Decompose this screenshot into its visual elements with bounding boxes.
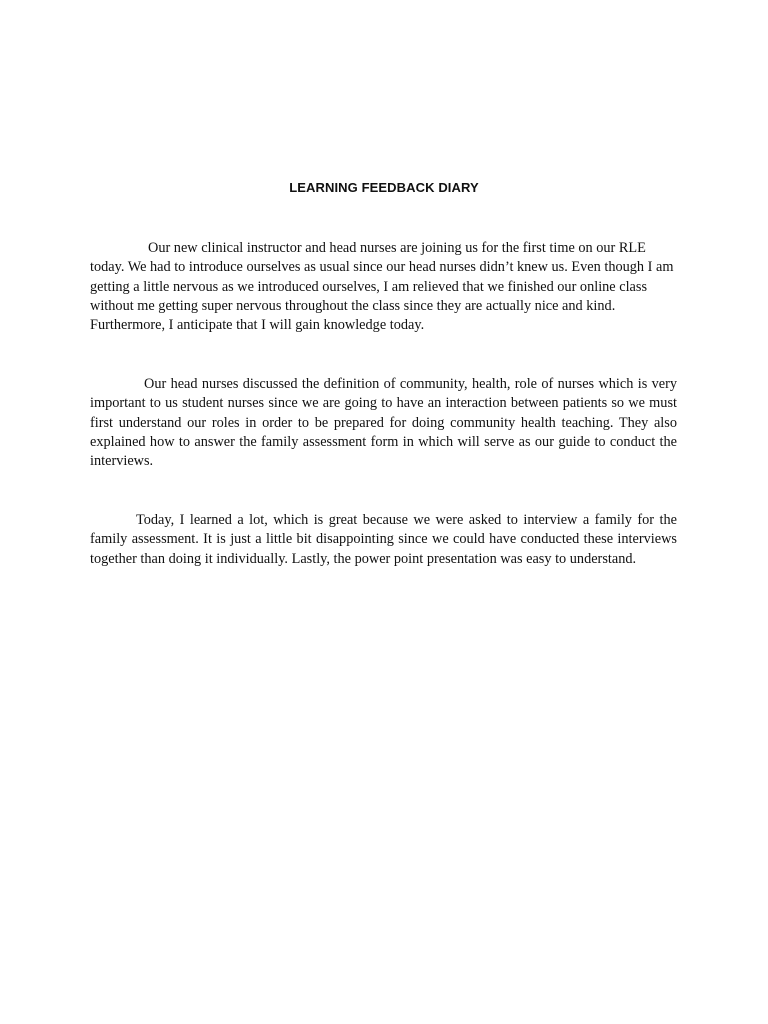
- paragraph-1: Our new clinical instructor and head nurses are joining us for the first time on our RLE today. We had to introduce ourselves as usual since our head nurses didn’t knew us. Even though I am getting a little nervous as we introduced ourselves, I am relieved that we finished our online class without me getting super nervous throughout the class since they are actually nice and kind. Furthermore, I anticipate that I will gain knowledge today.: [90, 240, 674, 334]
- document-title: LEARNING FEEDBACK DIARY: [289, 180, 479, 195]
- paragraph-3: Today, I learned a lot, which is great because we were asked to interview a family for the family assessment. It is just a little bit disappointing since we could have conducted these interviews together than doing it individually. Lastly, the power point presentation was easy to understand.: [90, 512, 677, 567]
- paragraph-2: Our head nurses discussed the definition of community, health, role of nurses which is very important to us student nurses since we are going to have an interaction between patients so we must first understand our roles in order to be prepared for doing community health teaching. They also explained how to answer the family assessment form in which will serve as our guide to conduct the interviews.: [90, 376, 677, 470]
